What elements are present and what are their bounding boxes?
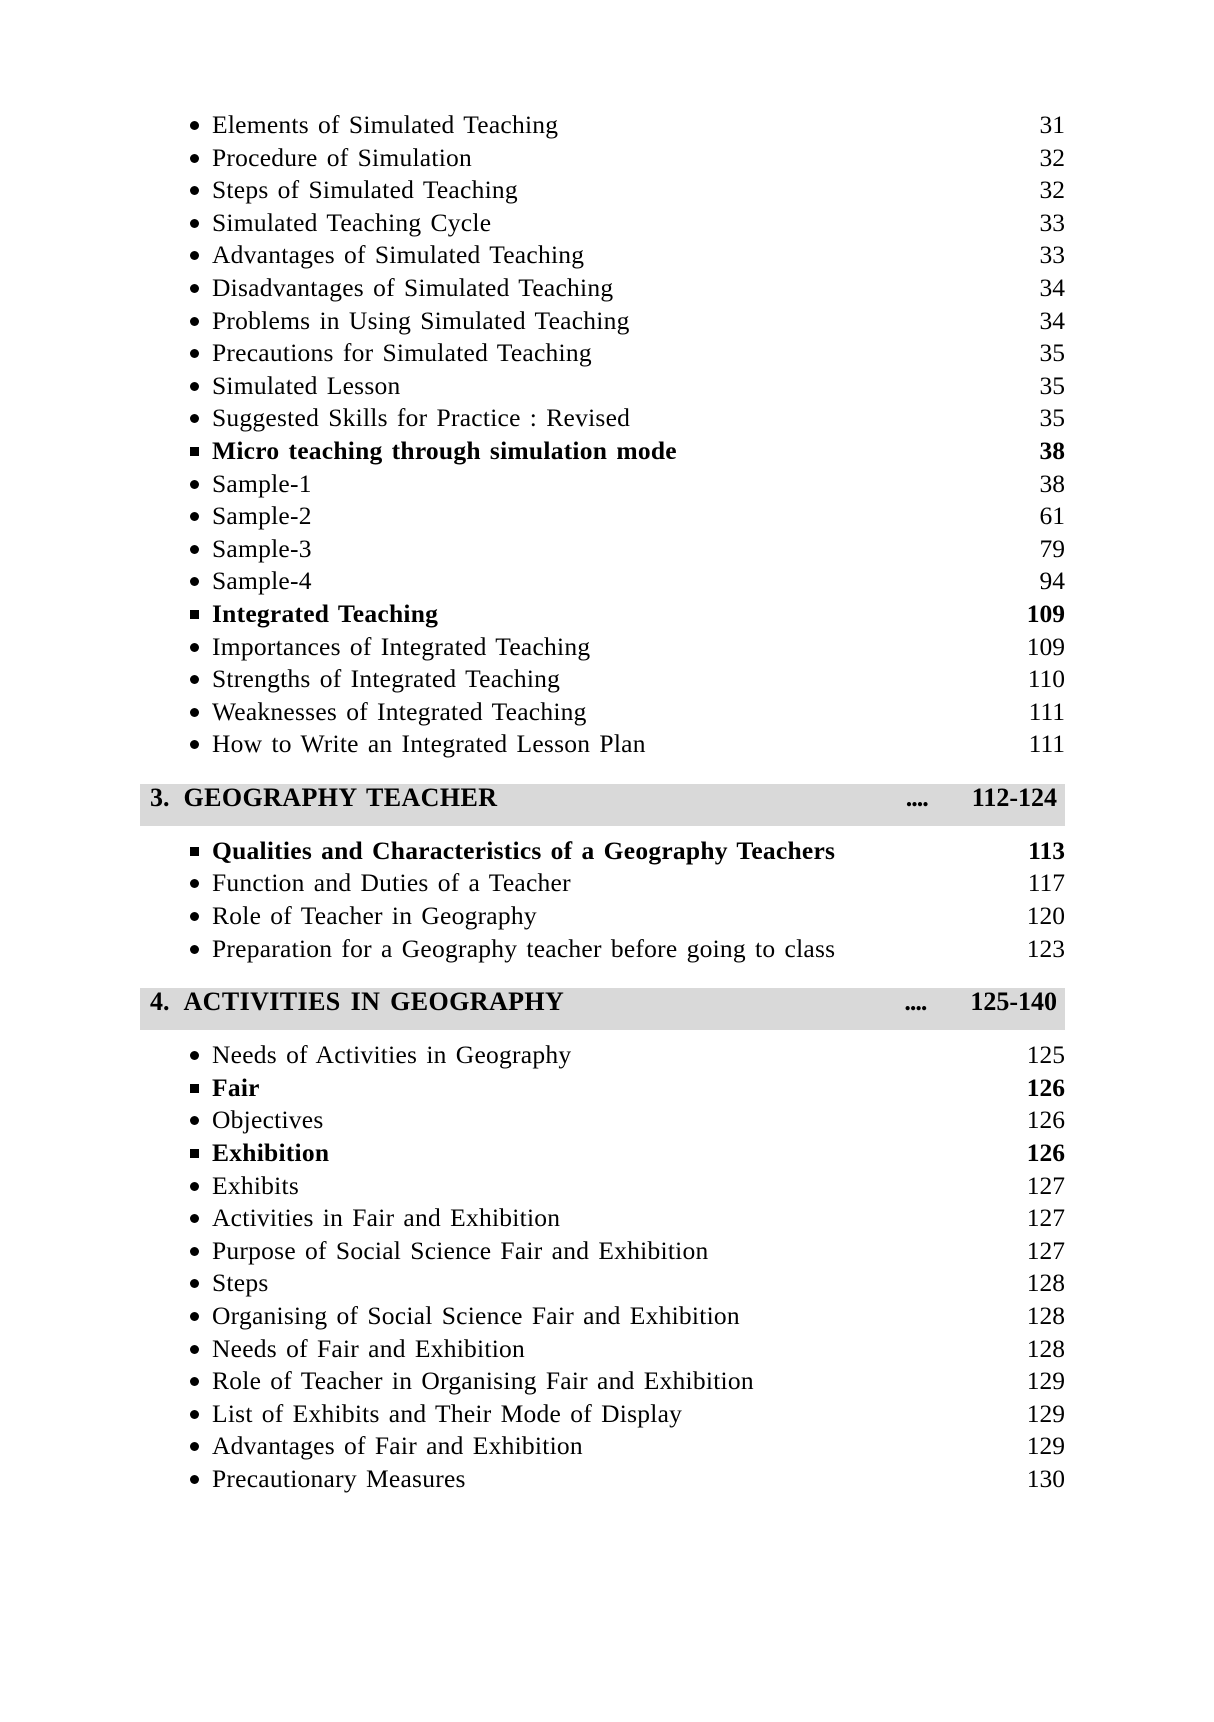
toc-entry[interactable]	[140, 1368, 1065, 1401]
toc-entry-label: Disadvantages of Simulated Teaching	[212, 272, 614, 302]
toc-entry-label: Steps	[212, 1268, 269, 1298]
bullet-dot-shape	[190, 912, 199, 921]
toc-entry[interactable]	[140, 631, 1065, 667]
toc-entry-page-number: 113	[1028, 835, 1065, 865]
toc-entry-label: Suggested Skills for Practice : Revised	[212, 403, 631, 433]
round-bullet-icon	[190, 1473, 212, 1488]
toc-entry-page-number: 61	[1039, 501, 1065, 531]
toc-entry[interactable]	[140, 142, 1065, 178]
toc-entry-page-number: 33	[1039, 207, 1065, 237]
toc-entry-page-number: 126	[1026, 1105, 1065, 1135]
bullet-dot-shape	[190, 414, 199, 423]
round-bullet-icon	[190, 673, 212, 688]
toc-entry-label: Procedure of Simulation	[212, 142, 473, 172]
round-bullet-icon	[190, 738, 212, 753]
toc-entry-page-number: 128	[1026, 1301, 1065, 1330]
square-bullet-icon	[190, 1147, 212, 1162]
bullet-dot-shape	[190, 1377, 199, 1386]
toc-entry[interactable]	[140, 405, 1065, 438]
toc-entry[interactable]	[140, 1303, 1065, 1336]
toc-entry-label: Exhibition	[212, 1138, 330, 1168]
round-bullet-icon	[190, 641, 212, 656]
round-bullet-icon	[190, 510, 212, 525]
toc-entry[interactable]	[140, 533, 1065, 569]
round-bullet-icon	[190, 1408, 212, 1423]
bullet-dot-shape	[190, 219, 199, 228]
toc-entry[interactable]	[140, 1463, 1065, 1499]
chapter-heading-bar[interactable]	[140, 988, 1065, 1030]
toc-entry-label: Elements of Simulated Teaching	[212, 110, 559, 139]
toc-entry-page-number: 123	[1026, 933, 1065, 963]
toc-entry-label: Needs of Activities in Geography	[212, 1040, 572, 1070]
toc-entry-label: How to Write an Integrated Lesson Plan	[212, 729, 646, 759]
round-bullet-icon	[190, 119, 212, 134]
bullet-square-shape	[190, 610, 199, 619]
bullet-dot-shape	[190, 121, 199, 130]
toc-entry-page-number: 35	[1039, 403, 1065, 433]
toc-content	[140, 112, 1065, 1499]
toc-entry-page-number: 125	[1026, 1040, 1065, 1070]
toc-entry-label: Steps of Simulated Teaching	[212, 175, 518, 205]
bullet-dot-shape	[190, 879, 199, 888]
round-bullet-icon	[190, 943, 212, 958]
toc-entry[interactable]	[140, 731, 1065, 764]
chapter-number: 4.	[150, 987, 170, 1017]
toc-entry-page-number: 128	[1026, 1333, 1065, 1363]
toc-entry-label: Role of Teacher in Geography	[212, 901, 537, 931]
chapter-title: ACTIVITIES IN GEOGRAPHY	[183, 987, 565, 1017]
bullet-dot-shape	[190, 512, 199, 521]
bullet-dot-shape	[190, 1247, 199, 1256]
round-bullet-icon	[190, 910, 212, 925]
toc-entry-label: Advantages of Fair and Exhibition	[212, 1431, 583, 1461]
toc-entry-label: Problems in Using Simulated Teaching	[212, 305, 630, 335]
toc-entry-page-number: 129	[1026, 1431, 1065, 1461]
toc-entry[interactable]	[140, 468, 1065, 504]
toc-entry-label: Importances of Integrated Teaching	[212, 631, 591, 661]
round-bullet-icon	[190, 1180, 212, 1195]
square-bullet-icon	[190, 1082, 212, 1097]
chapter-heading-bar[interactable]	[140, 784, 1065, 826]
bullet-dot-shape	[190, 675, 199, 684]
toc-entry[interactable]	[140, 933, 1065, 969]
round-bullet-icon	[190, 315, 212, 330]
toc-entry-label: Sample-2	[212, 501, 312, 531]
bullet-square-shape	[190, 447, 199, 456]
round-bullet-icon	[190, 217, 212, 232]
bullet-dot-shape	[190, 382, 199, 391]
toc-entry[interactable]	[140, 1170, 1065, 1206]
toc-entry[interactable]	[140, 598, 1065, 634]
round-bullet-icon	[190, 412, 212, 427]
toc-entry-label: Sample-1	[212, 468, 312, 498]
toc-entry-label: Sample-3	[212, 533, 312, 563]
chapter-leader-dots: ....	[904, 987, 927, 1017]
bullet-dot-shape	[190, 1442, 199, 1451]
square-bullet-icon	[190, 845, 212, 860]
round-bullet-icon	[190, 1049, 212, 1064]
toc-entry[interactable]	[140, 1235, 1065, 1271]
round-bullet-icon	[190, 1277, 212, 1292]
toc-entry-label: Precautions for Simulated Teaching	[212, 338, 592, 368]
bullet-dot-shape	[190, 545, 199, 554]
chapter-page-range: 112-124	[971, 782, 1057, 812]
toc-entry[interactable]	[140, 177, 1065, 210]
round-bullet-icon	[190, 152, 212, 167]
toc-entry-page-number: 34	[1039, 272, 1065, 302]
toc-entry[interactable]	[140, 696, 1065, 732]
toc-entry-page-number: 32	[1039, 142, 1065, 172]
toc-entry-page-number: 111	[1028, 729, 1065, 759]
toc-entry-label: List of Exhibits and Their Mode of Display	[212, 1398, 683, 1428]
toc-entry-label: Advantages of Simulated Teaching	[212, 240, 585, 270]
toc-entry[interactable]	[140, 1140, 1065, 1173]
toc-entry-label: Objectives	[212, 1105, 324, 1135]
toc-entry-page-number: 94	[1039, 566, 1065, 596]
toc-entry[interactable]	[140, 1333, 1065, 1369]
toc-entry-page-number: 33	[1039, 240, 1065, 270]
round-bullet-icon	[190, 282, 212, 297]
toc-entry-label: Simulated Teaching Cycle	[212, 207, 492, 237]
bullet-dot-shape	[190, 317, 199, 326]
toc-entry[interactable]	[140, 903, 1065, 936]
toc-entry-page-number: 129	[1026, 1366, 1065, 1396]
round-bullet-icon	[190, 1212, 212, 1227]
toc-entry-label: Exhibits	[212, 1170, 300, 1200]
bullet-dot-shape	[190, 349, 199, 358]
round-bullet-icon	[190, 347, 212, 362]
chapter-leader-dots: ....	[905, 782, 928, 812]
toc-entry-label: Purpose of Social Science Fair and Exhibition	[212, 1235, 709, 1265]
toc-entry-page-number: 130	[1026, 1463, 1065, 1493]
toc-entry-page-number: 38	[1039, 468, 1065, 498]
square-bullet-icon	[190, 445, 212, 460]
toc-entry-label: Organising of Social Science Fair and Exhibition	[212, 1301, 740, 1330]
round-bullet-icon	[190, 184, 212, 199]
round-bullet-icon	[190, 1440, 212, 1455]
toc-entry[interactable]	[140, 503, 1065, 536]
square-bullet-icon	[190, 608, 212, 623]
round-bullet-icon	[190, 1310, 212, 1325]
round-bullet-icon	[190, 575, 212, 590]
bullet-dot-shape	[190, 1214, 199, 1223]
bullet-dot-shape	[190, 154, 199, 163]
toc-entry[interactable]	[140, 340, 1065, 373]
toc-entry-label: Role of Teacher in Organising Fair and Exhibition	[212, 1366, 754, 1396]
round-bullet-icon	[190, 1114, 212, 1129]
toc-entry[interactable]	[140, 666, 1065, 699]
toc-entry[interactable]	[140, 272, 1065, 308]
toc-entry-label: Qualities and Characteristics of a Geography Teachers	[212, 835, 836, 865]
bullet-dot-shape	[190, 1279, 199, 1288]
toc-entry[interactable]	[140, 112, 1065, 145]
toc-entry-label: Needs of Fair and Exhibition	[212, 1333, 526, 1363]
toc-entry-label: Integrated Teaching	[212, 598, 439, 628]
toc-entry-page-number: 31	[1039, 110, 1065, 139]
bullet-dot-shape	[190, 284, 199, 293]
round-bullet-icon	[190, 380, 212, 395]
toc-entry-label: Weaknesses of Integrated Teaching	[212, 696, 587, 726]
bullet-dot-shape	[190, 1410, 199, 1419]
bullet-dot-shape	[190, 643, 199, 652]
toc-entry-page-number: 126	[1026, 1138, 1065, 1168]
bullet-dot-shape	[190, 708, 199, 717]
toc-entry[interactable]	[140, 305, 1065, 341]
bullet-dot-shape	[190, 1116, 199, 1125]
toc-entry[interactable]	[140, 1072, 1065, 1108]
toc-entry[interactable]	[140, 370, 1065, 406]
bullet-square-shape	[190, 1084, 199, 1093]
toc-entry-label: Sample-4	[212, 566, 312, 596]
bullet-square-shape	[190, 1149, 199, 1158]
toc-entry[interactable]	[140, 1398, 1065, 1434]
chapter-title: GEOGRAPHY TEACHER	[183, 782, 498, 812]
toc-entry-label: Function and Duties of a Teacher	[212, 868, 571, 898]
bullet-dot-shape	[190, 186, 199, 195]
bullet-square-shape	[190, 847, 199, 856]
toc-entry-label: Preparation for a Geography teacher before going to class	[212, 933, 836, 963]
toc-entry[interactable]	[140, 568, 1065, 601]
toc-entry[interactable]	[140, 207, 1065, 243]
toc-entry-page-number: 127	[1026, 1203, 1065, 1233]
toc-entry-page-number: 120	[1026, 901, 1065, 931]
toc-entry-page-number: 110	[1027, 664, 1065, 694]
toc-entry-page-number: 38	[1039, 435, 1065, 465]
toc-entry-page-number: 35	[1039, 338, 1065, 368]
toc-entry-page-number: 127	[1026, 1235, 1065, 1265]
toc-entry-label: Activities in Fair and Exhibition	[212, 1203, 561, 1233]
toc-entry-page-number: 34	[1039, 305, 1065, 335]
toc-entry-page-number: 35	[1039, 370, 1065, 400]
bullet-dot-shape	[190, 577, 199, 586]
toc-entry-page-number: 129	[1026, 1398, 1065, 1428]
round-bullet-icon	[190, 543, 212, 558]
bullet-dot-shape	[190, 1182, 199, 1191]
toc-entry-label: Precautionary Measures	[212, 1463, 466, 1493]
toc-entry-page-number: 109	[1026, 631, 1065, 661]
bullet-dot-shape	[190, 740, 199, 749]
toc-entry[interactable]	[140, 1433, 1065, 1466]
toc-entry-label: Micro teaching through simulation mode	[212, 435, 677, 465]
toc-entry[interactable]	[140, 1042, 1065, 1075]
chapter-page-range: 125-140	[970, 987, 1057, 1017]
toc-entry-label: Strengths of Integrated Teaching	[212, 664, 561, 694]
round-bullet-icon	[190, 877, 212, 892]
bullet-dot-shape	[190, 251, 199, 260]
toc-entry[interactable]	[140, 1205, 1065, 1238]
toc-entry-page-number: 127	[1026, 1170, 1065, 1200]
round-bullet-icon	[190, 478, 212, 493]
round-bullet-icon	[190, 1375, 212, 1390]
bullet-dot-shape	[190, 480, 199, 489]
toc-entry[interactable]	[140, 1270, 1065, 1303]
toc-entry[interactable]	[140, 1107, 1065, 1140]
toc-entry[interactable]	[140, 870, 1065, 903]
toc-entry-page-number: 109	[1026, 598, 1065, 628]
toc-entry-page-number: 32	[1039, 175, 1065, 205]
bullet-dot-shape	[190, 1312, 199, 1321]
bullet-dot-shape	[190, 1051, 199, 1060]
bullet-dot-shape	[190, 1345, 199, 1354]
bullet-dot-shape	[190, 945, 199, 954]
toc-entry-page-number: 128	[1026, 1268, 1065, 1298]
round-bullet-icon	[190, 1343, 212, 1358]
toc-entry-page-number: 79	[1039, 533, 1065, 563]
toc-entry-page-number: 111	[1028, 696, 1065, 726]
round-bullet-icon	[190, 249, 212, 264]
toc-entry-page-number: 117	[1027, 868, 1065, 898]
round-bullet-icon	[190, 706, 212, 721]
toc-entry[interactable]	[140, 242, 1065, 275]
toc-entry-page-number: 126	[1026, 1072, 1065, 1102]
toc-entry[interactable]	[140, 835, 1065, 871]
toc-entry-label: Simulated Lesson	[212, 370, 401, 400]
round-bullet-icon	[190, 1245, 212, 1260]
toc-entry-label: Fair	[212, 1072, 260, 1102]
chapter-number: 3.	[150, 782, 170, 812]
toc-entry[interactable]	[140, 435, 1065, 471]
bullet-dot-shape	[190, 1475, 199, 1484]
